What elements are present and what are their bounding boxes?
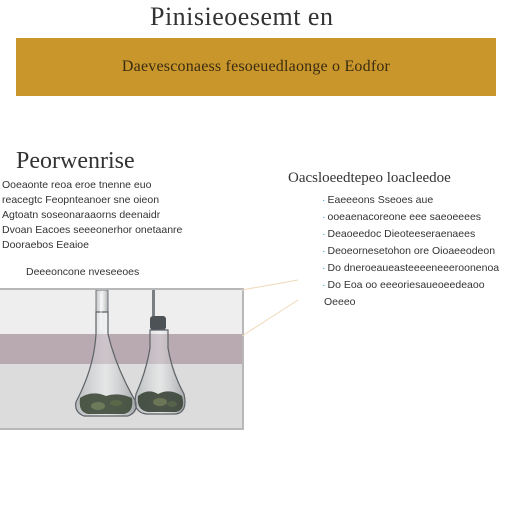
paragraph-line: Dooraebos Eeaioe (2, 239, 89, 251)
list-item: Oeeeo (324, 296, 356, 308)
right-section-heading: Oacsloeedtepeo loacleedoe (288, 170, 451, 186)
flask-illustration (0, 290, 242, 428)
bottle-flask-icon (135, 290, 185, 414)
list-item: · Deaoeedoc Dieoteeseraenaees (322, 228, 476, 240)
paragraph-line: Agtoatn soseonaraaorns deenaidr (2, 209, 161, 221)
bullet-icon: · (322, 211, 326, 223)
bullet-icon: · (322, 279, 326, 291)
bullet-icon: · (322, 245, 326, 257)
right-list (322, 192, 510, 311)
pointer-lines (240, 270, 300, 340)
bullet-icon: · (322, 262, 326, 274)
bullet-icon: · (322, 194, 326, 206)
bullet-icon: · (322, 228, 326, 240)
paragraph-line: Dvoan Eacoes seeeonerhor onetaanre (2, 224, 183, 236)
title-banner (16, 38, 496, 96)
list-item: · ooeaenacoreone eee saeoeeees (322, 211, 482, 223)
paragraph-line: Ooeaonte reoa eroe tnenne euo (2, 179, 152, 191)
list-item: · Do Eoa oo eeeoriesaueoeedeaoo (322, 279, 485, 291)
list-item: · Eaeeeons Sseoes aue (322, 194, 434, 206)
page-title: Pinisieoesemt en (150, 2, 334, 31)
list-item: · Do dneroeaueasteeeeneeeroonenoa (322, 262, 500, 274)
lab-illustration (0, 288, 244, 430)
conical-flask-icon (76, 290, 137, 416)
paragraph-line: reacegtc Feopnteanoer sne oieon (2, 194, 160, 206)
left-section-heading: Peorwenrise (16, 148, 135, 174)
figure-caption: Deeeoncone nveseeoes (26, 266, 140, 278)
left-paragraph (2, 178, 192, 253)
banner-text: Daevesconaess fesoeuedlaonge o Eodfor (121, 58, 391, 75)
list-item: · Deoeornesetohon ore Oioaeeodeon (322, 245, 496, 257)
